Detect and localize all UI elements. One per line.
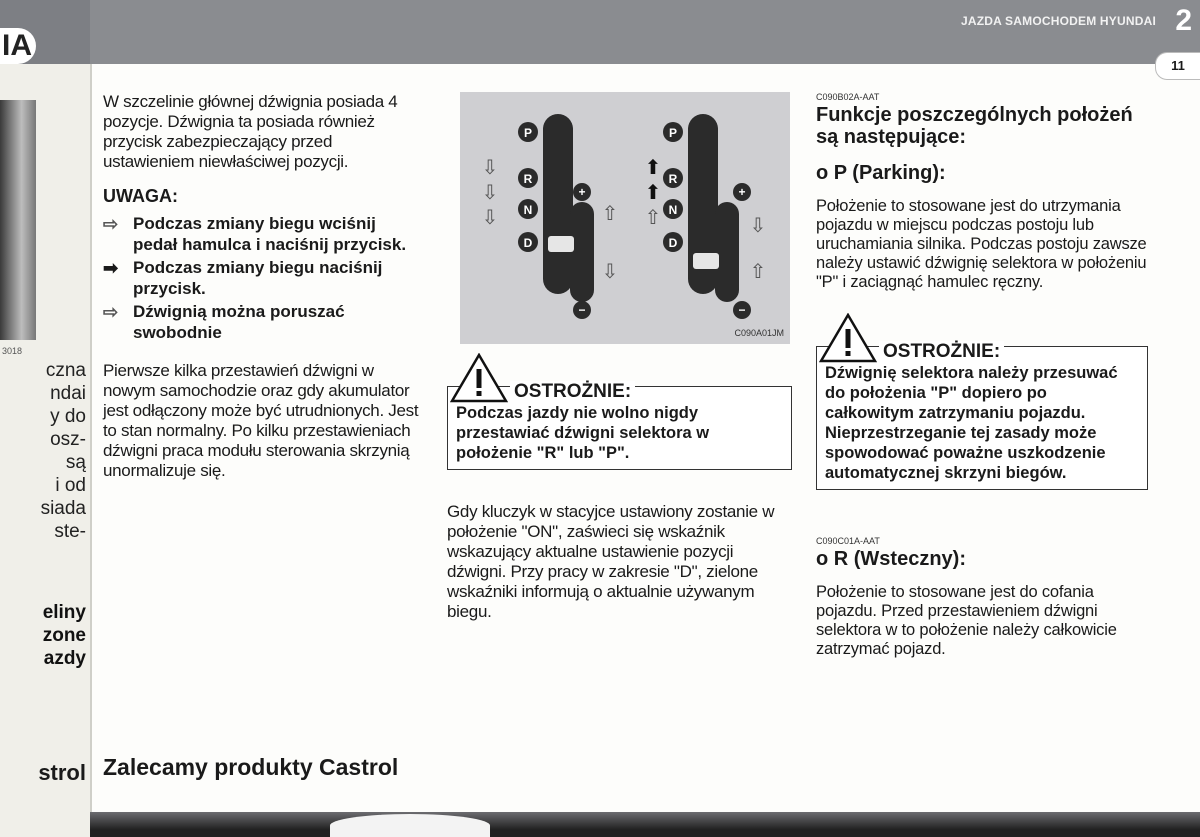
left-outline-up-arrow: ⇧ xyxy=(601,201,619,225)
note-heading: UWAGA: xyxy=(103,186,178,206)
left-outline-down-arrow: ⇩ xyxy=(481,155,499,179)
right-r-label: R xyxy=(668,172,678,186)
previous-page-line: siada xyxy=(40,498,86,519)
warning-icon xyxy=(450,353,508,403)
left-outline-down-arrow: ⇩ xyxy=(481,180,499,204)
caution-box xyxy=(816,341,1148,490)
section-code: C090B02A-AAT xyxy=(816,92,880,102)
previous-page-image-code: 3018 xyxy=(2,346,23,356)
column-2 xyxy=(447,92,792,639)
legend-item xyxy=(103,213,421,255)
previous-page-line: są xyxy=(65,452,86,473)
previous-page-line: ste- xyxy=(54,521,86,542)
previous-page-photo xyxy=(0,100,36,340)
left-outline-down-arrow: ⇩ xyxy=(481,205,499,229)
column-3 xyxy=(816,92,1148,659)
outline-arrow-icon: ⇨ xyxy=(103,302,119,322)
page-bottom-edge xyxy=(90,812,1200,837)
legend-item xyxy=(103,301,421,343)
page-header xyxy=(90,0,1200,64)
shift-pattern-illustration xyxy=(460,92,790,344)
right-p-label: P xyxy=(668,126,678,140)
left-lever-knob xyxy=(548,236,574,252)
diagram-code: C090A01JM xyxy=(734,328,784,338)
intro-paragraph: W szczelinie głównej dźwignia posiada 4 pozycje. Dźwignia ta posiada również przycisk zabezpieczający przed ustawieniem niewłaściwej pozycji. xyxy=(103,92,398,171)
left-n-label: N xyxy=(523,203,533,217)
previous-page-bold-line: azdy xyxy=(43,648,86,669)
outline-arrow-icon: ⇨ xyxy=(103,214,119,234)
right-minus-label: − xyxy=(738,303,746,317)
page-number: 11 xyxy=(1155,52,1200,80)
legend-text: Podczas zmiany biegu naciśnij przycisk. xyxy=(133,258,383,298)
shift-pattern-diagram xyxy=(460,92,790,344)
section-title: Funkcje poszczególnych położeń są następujące: xyxy=(816,104,1133,148)
legend-item xyxy=(103,257,421,299)
chapter-number: 2 xyxy=(1175,4,1192,37)
right-lever-knob xyxy=(693,253,719,269)
park-paragraph: Położenie to stosowane jest do utrzymania pojazdu w miejscu podczas postoju lub uruchamiania silnika. Podczas postoju zawsze należy ustawić dźwignię selektora w położeniu "P" i zaciągnąć hamulec ręczny. xyxy=(816,197,1147,291)
caution-title: OSTROŻNIE: xyxy=(879,341,1004,363)
warning-icon xyxy=(819,313,877,363)
running-title: JAZDA SAMOCHODEM HYUNDAI xyxy=(960,14,1156,28)
page-bottom-highlight xyxy=(330,814,490,837)
legend-text: Dźwignią można poruszać swobodnie xyxy=(133,302,345,342)
caution-box xyxy=(447,381,792,470)
shift-legend xyxy=(103,213,421,343)
right-n-label: N xyxy=(668,203,678,217)
footer-slogan: Zalecamy produkty Castrol xyxy=(103,754,399,780)
reverse-paragraph: Położenie to stosowane jest do cofania pojazdu. Przed przestawieniem dźwigni selektora w to położenie należy całkowicie zatrzymać pojazd. xyxy=(816,583,1117,658)
left-plus-label: + xyxy=(578,185,586,199)
column-1 xyxy=(103,92,421,780)
indicator-paragraph: Gdy kluczyk w stacyjce ustawiony zostanie w położenie "ON", zaświeci się wskaźnik wskazujący aktualne ustawienie pozycji dźwigni. Przy pracy w zakresie "D", zielone wskaźniki informują o aktualnie używanym biegu. xyxy=(447,502,775,621)
legend-text: Podczas zmiany biegu wciśnij pedał hamulca i naciśnij przycisk. xyxy=(133,214,407,254)
left-p-label: P xyxy=(523,126,533,140)
solid-arrow-icon: ➡ xyxy=(103,258,119,278)
previous-page-bold-line: zone xyxy=(42,625,86,646)
previous-page-line: i od xyxy=(55,475,86,496)
previous-page-footer: strol xyxy=(38,760,86,785)
left-d-label: D xyxy=(523,236,533,250)
right-outline-up-arrow: ⇧ xyxy=(749,259,767,283)
left-outline-down-arrow: ⇩ xyxy=(601,259,619,283)
park-heading: o P (Parking): xyxy=(816,162,946,184)
right-solid-up-arrow: ⬆ xyxy=(644,180,662,204)
left-gate-slot xyxy=(543,114,573,294)
right-outline-down-arrow: ⇩ xyxy=(749,213,767,237)
previous-page-line: y do xyxy=(50,406,86,427)
previous-page-line: osz- xyxy=(50,429,86,450)
caution-text: Podczas jazdy nie wolno nigdy przestawiać dźwigni selektora w położenie "R" lub "P". xyxy=(456,404,710,462)
break-in-paragraph: Pierwsze kilka przestawień dźwigni w nowym samochodzie oraz gdy akumulator jest odłączony może być utrudnionych. Jest to stan normalny. Po kilku przestawieniach dźwigni praca modułu sterowania skrzynią unormalizuje się. xyxy=(103,361,419,480)
section-code: C090C01A-AAT xyxy=(816,536,880,546)
caution-text: Dźwignię selektora należy przesuwać do położenia "P" dopiero po całkowitym zatrzymaniu pojazdu. Nieprzestrzeganie tej zasady może spowodować poważne uszkodzenie automatycznej skrzyni biegów. xyxy=(825,364,1118,482)
reverse-heading: o R (Wsteczny): xyxy=(816,548,966,570)
caution-title: OSTROŻNIE: xyxy=(510,381,635,403)
previous-page-tab: IA xyxy=(0,28,36,64)
left-minus-label: − xyxy=(578,303,586,317)
previous-page-edge xyxy=(0,0,92,837)
left-r-label: R xyxy=(523,172,533,186)
right-plus-label: + xyxy=(738,185,746,199)
right-manual-slot xyxy=(715,202,739,302)
previous-page-bold-line: eliny xyxy=(42,602,86,623)
right-outline-up-arrow: ⇧ xyxy=(644,205,662,229)
previous-page-line: czna xyxy=(45,360,86,381)
left-manual-slot xyxy=(570,202,594,302)
previous-page-line: ndai xyxy=(50,383,86,404)
right-solid-up-arrow: ⬆ xyxy=(644,155,662,179)
right-d-label: D xyxy=(668,236,678,250)
